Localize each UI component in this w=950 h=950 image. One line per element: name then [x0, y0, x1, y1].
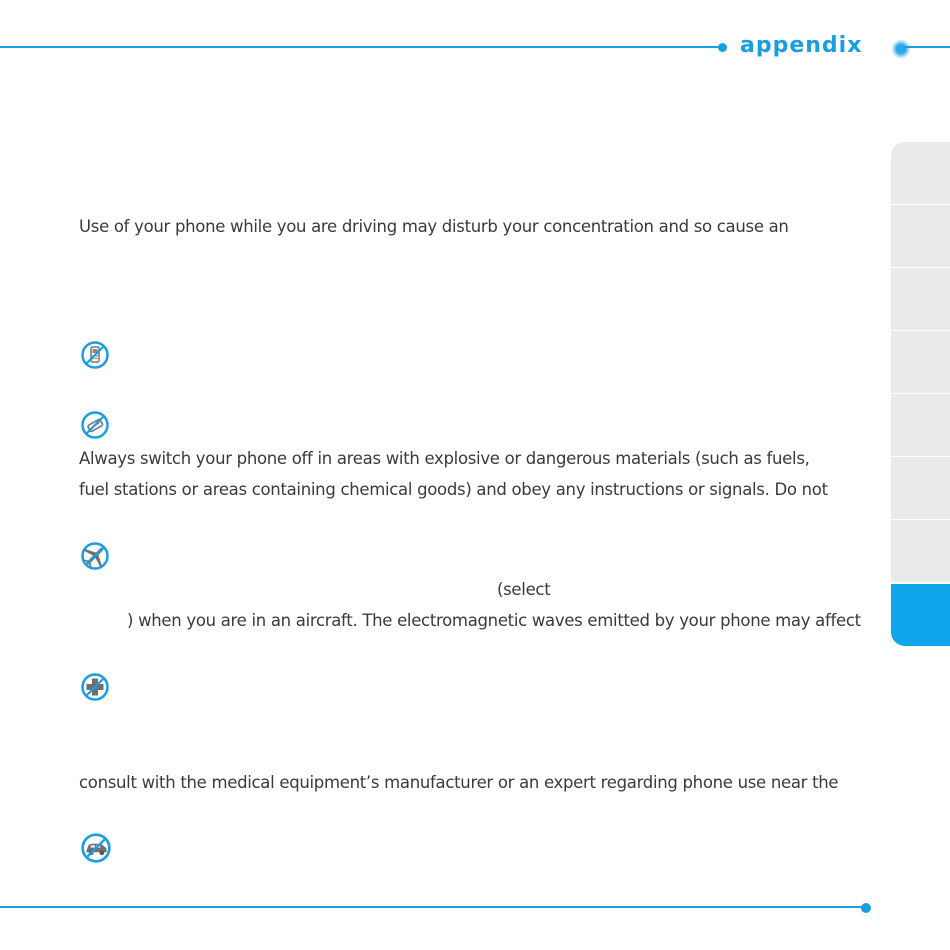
side-tab-3[interactable]: [891, 267, 950, 330]
header-rule-right: [904, 46, 950, 48]
aircraft-select-fragment: (select: [497, 580, 551, 599]
driving-paragraph-line: Use of your phone while you are driving may disturb your concentration and so cause an: [79, 217, 789, 236]
side-tab-2[interactable]: [891, 204, 950, 267]
side-tab-4[interactable]: [891, 330, 950, 393]
header-rule: [0, 46, 722, 48]
side-tab-8-active[interactable]: [891, 583, 950, 646]
no-car-icon: [80, 832, 112, 864]
explosive-paragraph-line-2: fuel stations or areas containing chemical goods) and obey any instructions or signals. Do not: [79, 480, 828, 499]
no-phone-icon: [80, 340, 110, 370]
side-tab-6[interactable]: [891, 456, 950, 519]
no-charger-icon: [80, 410, 110, 440]
page-section-title: appendix: [740, 33, 863, 58]
explosive-paragraph-line-1: Always switch your phone off in areas with explosive or dangerous materials (such as fuels,: [79, 449, 810, 468]
no-medical-icon: [80, 672, 110, 702]
header-glow-dot: [892, 40, 910, 58]
side-tab-1[interactable]: [891, 141, 950, 204]
footer-rule: [0, 906, 866, 908]
aircraft-paragraph-line: ) when you are in an aircraft. The electromagnetic waves emitted by your phone may affect: [127, 611, 861, 630]
no-aircraft-icon: [80, 541, 110, 571]
header-rule-dot: [718, 43, 727, 52]
side-tab-7[interactable]: [891, 519, 950, 582]
medical-paragraph-line: consult with the medical equipment’s manufacturer or an expert regarding phone use near the: [79, 773, 839, 792]
side-tab-5[interactable]: [891, 393, 950, 456]
footer-rule-dot: [861, 903, 871, 913]
